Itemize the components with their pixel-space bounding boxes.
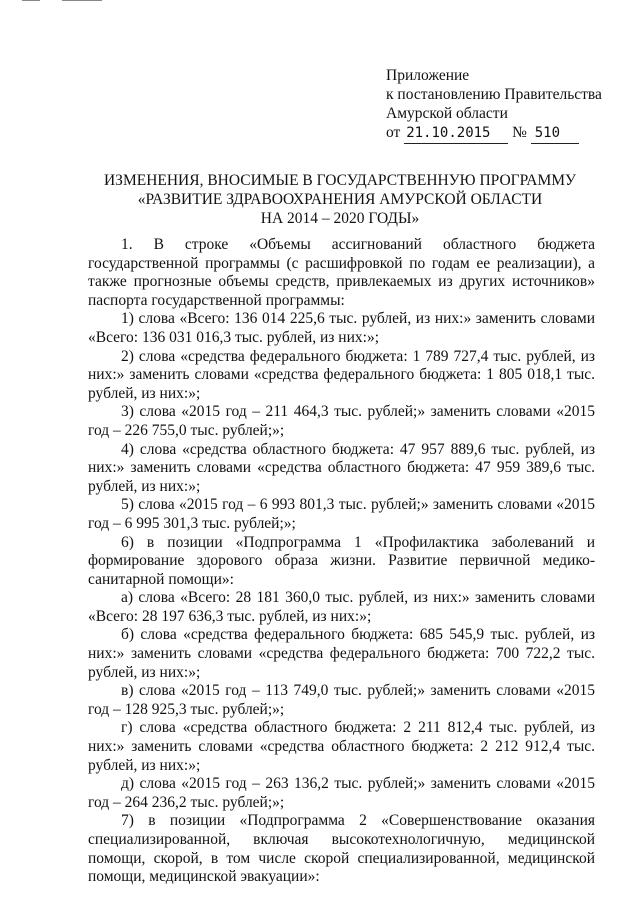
paragraph: 2) слова «средства федерального бюджета: 1 789 727,4 тыс. рублей, из них:» заменить словами «средства федерального бюджета: 1 805 018,1 тыс. рублей, из них:»; [88, 347, 595, 402]
date-prefix: от [386, 124, 401, 141]
date-number-row [386, 123, 626, 144]
scan-artifact [62, 0, 102, 1]
document-title [70, 171, 610, 228]
paragraph: г) слова «средства областного бюджета: 2 211 812,4 тыс. рублей, из них:» заменить словами «средства областного бюджета: 2 212 912,4 тыс. рублей, из них:»; [88, 719, 595, 774]
paragraph: 1) слова «Всего: 136 014 225,6 тыс. рублей, из них:» заменить словами «Всего: 136 031 016,3 тыс. рублей, из них:»; [88, 310, 595, 346]
paragraph: 1. В строке «Объемы ассигнований областного бюджета государственной программы (с расшифровкой по годам ее реализации), а также прогнозные объемы средств, привлекаемых из других источников» паспорта государственной программы: [88, 236, 595, 309]
paragraph: д) слова «2015 год – 263 136,2 тыс. рублей;» заменить словами «2015 год – 264 236,2 тыс. рублей;»; [88, 775, 595, 811]
number-prefix: № [512, 124, 527, 141]
paragraph: 5) слова «2015 год – 6 993 801,3 тыс. рублей;» заменить словами «2015 год – 6 995 301,3 тыс. рублей;»; [88, 496, 595, 532]
paragraph: 6) в позиции «Подпрограмма 1 «Профилактика заболеваний и формирование здорового образа жизни. Развитие первичной медико-санитарной помощи»: [88, 533, 595, 588]
paragraph: 7) в позиции «Подпрограмма 2 «Совершенствование оказания специализированной, включая высокотехнологичную, медицинской помощи, скорой, в том числе скорой специализированной, медицинской помощи, медицинской эвакуации»: [88, 812, 595, 886]
paragraph: в) слова «2015 год – 113 749,0 тыс. рублей;» заменить словами «2015 год – 128 925,3 тыс. рублей;»; [88, 682, 595, 718]
paragraph: б) слова «средства федерального бюджета: 685 545,9 тыс. рублей, из них:» заменить словами «средства федерального бюджета: 700 722,2 тыс. рублей, из них:»; [88, 626, 595, 681]
appendix-label: Приложение [386, 67, 470, 84]
document-body [88, 236, 595, 887]
title-line-1: ИЗМЕНЕНИЯ, ВНОСИМЫЕ В ГОСУДАРСТВЕННУЮ ПРОГРАММУ [103, 172, 577, 189]
resolution-reference: к постановлению Правительства [386, 86, 602, 103]
title-line-2: «РАЗВИТИЕ ЗДРАВООХРАНЕНИЯ АМУРСКОЙ ОБЛАСТИ [137, 191, 543, 208]
document-date: 21.10.2015 [404, 124, 508, 144]
paragraph: 3) слова «2015 год – 211 464,3 тыс. рублей;» заменить словами «2015 год – 226 755,0 тыс. рублей;»; [88, 403, 595, 439]
title-line-3: НА 2014 – 2020 ГОДЫ» [260, 210, 420, 227]
document-number: 510 [531, 124, 579, 144]
appendix-header [386, 66, 626, 144]
paragraph: 4) слова «средства областного бюджета: 47 957 889,6 тыс. рублей, из них:» заменить словами «средства областного бюджета: 47 959 389,6 тыс. рублей, из них:»; [88, 440, 595, 495]
paragraph: а) слова «Всего: 28 181 360,0 тыс. рублей, из них:» заменить словами «Всего: 28 197 636,3 тыс. рублей, из них:»; [88, 589, 595, 625]
scan-artifact [22, 0, 40, 1]
region-name: Амурской области [386, 105, 508, 122]
